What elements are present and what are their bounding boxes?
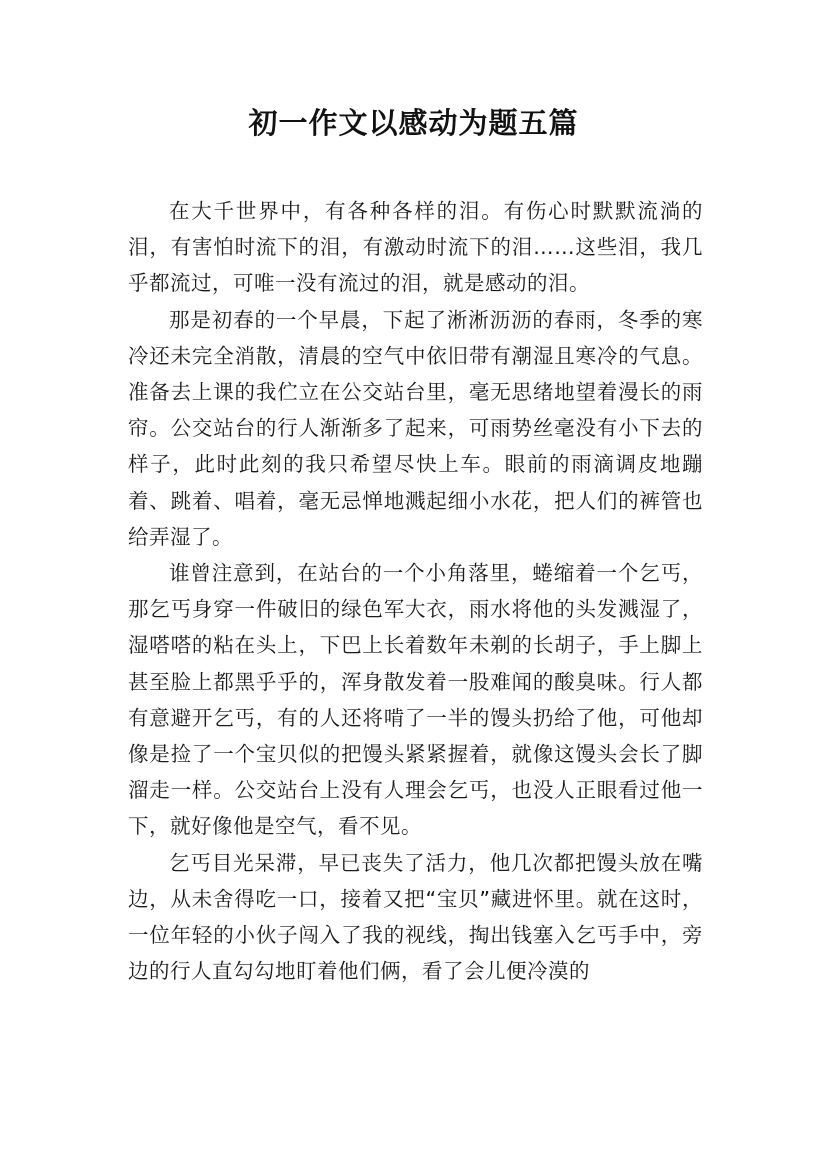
document-title: 初一作文以感动为题五篇 [248, 106, 579, 140]
paragraph: 在大千世界中，有各种各样的泪。有伤心时默默流淌的泪，有害怕时流下的泪，有激动时流下的泪……这些泪，我几乎都流过，可唯一没有流过的泪，就是感动的泪。 [128, 199, 703, 296]
paragraph: 谁曾注意到，在站台的一个小角落里，蜷缩着一个乞丐，那乞丐身穿一件破旧的绿色军大衣，雨水将他的头发溅湿了，湿嗒嗒的粘在头上，下巴上长着数年未剃的长胡子，手上脚上甚至脸上都黑乎乎的，浑身散发着一股难闻的酸臭味。行人都有意避开乞丐，有的人还将啃了一半的馒头扔给了他，可他却像是捡了一个宝贝似的把馒头紧紧握着，就像这馒头会长了脚溜走一样。公交站台上没有人理会乞丐，也没人正眼看过他一下，就好像他是空气，看不见。 [128, 561, 703, 839]
document-body [128, 193, 703, 989]
paragraph: 那是初春的一个早晨，下起了淅淅沥沥的春雨，冬季的寒冷还未完全消散，清晨的空气中依旧带有潮湿且寒冷的气息。准备去上课的我伫立在公交站台里，毫无思绪地望着漫长的雨帘。公交站台的行人渐渐多了起来，可雨势丝毫没有小下去的样子，此时此刻的我只希望尽快上车。眼前的雨滴调皮地蹦着、跳着、唱着，毫无忌惮地溅起细小水花，把人们的裤管也给弄湿了。 [128, 307, 703, 549]
paragraph: 乞丐目光呆滞，早已丧失了活力，他几次都把馒头放在嘴边，从未舍得吃一口，接着又把“宝贝”藏进怀里。就在这时，一位年轻的小伙子闯入了我的视线，掏出钱塞入乞丐手中，旁边的行人直勾勾地盯着他们俩，看了会儿便冷漠的 [128, 850, 703, 984]
